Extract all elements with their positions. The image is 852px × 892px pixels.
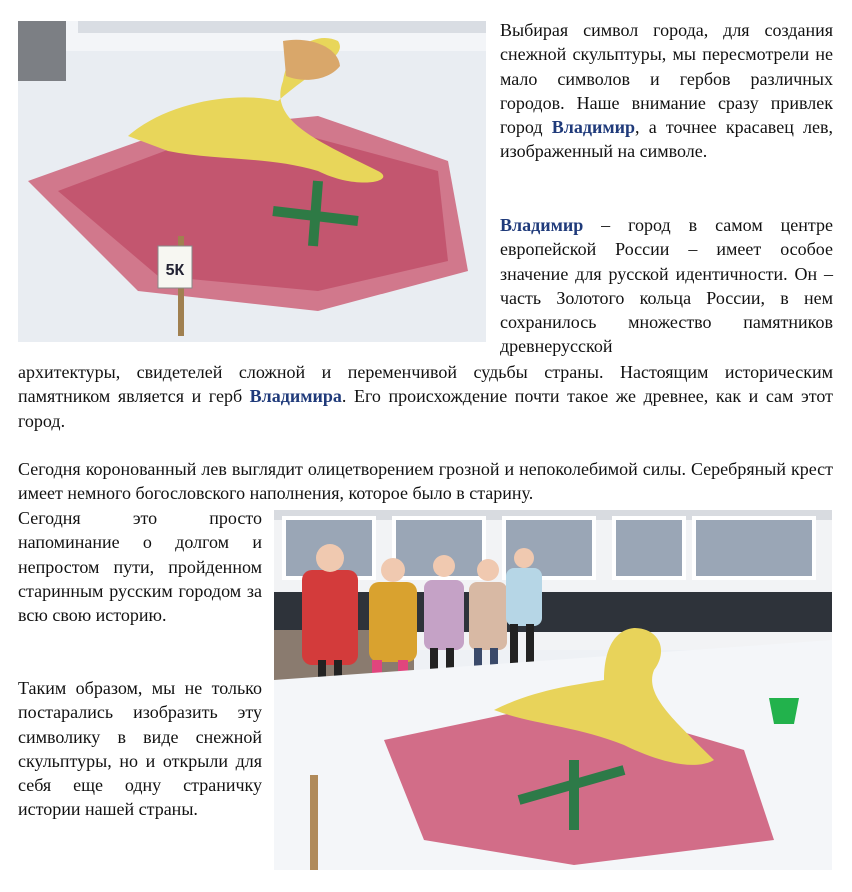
city-name-highlight: Владимира [249, 386, 342, 407]
photo-snow-lion-sculpture [18, 21, 486, 342]
vladimir-paragraph: Владимир – город в самом центре европейской России – имеет особое значение для русской идентичности. Он – часть Золотого кольца России, в нем сохранилось множество памятников древнерусской [500, 215, 833, 357]
intro-paragraph: Выбирая символ города, для создания снежной скульптуры, мы пересмотрели не мало символов и гербов различных городов. Наше внимание сразу привлек город Владимир, а точнее красавец лев, изображенный на символе. [500, 20, 833, 162]
city-name-highlight: Владимир [551, 117, 635, 138]
conclusion-paragraph: Таким образом, мы не только постарались изобразить эту символику в виде снежной скульптуры, но и открыли для себя еще одну страничку истории нашей страны. [18, 678, 262, 820]
photo-children-with-sculpture [274, 510, 832, 870]
sign-label: 5К [165, 262, 185, 279]
crowned-lion-paragraph: Сегодня коронованный лев выглядит олицетворением грозной и непоколебимой силы. Серебряный крест имеет немного богословского наполнения, которое было в старину. [18, 459, 833, 504]
vladimir-paragraph-continued: архитектуры, свидетелей сложной и переменчивой судьбы страны. Настоящим историческим памятником является и герб Владимира. Его происхождение почти такое же древнее, как и сам этот город. [18, 362, 833, 431]
city-name-highlight: Владимир [500, 215, 584, 235]
reminder-paragraph: Сегодня это просто напоминание о долгом и непростом пути, пройденном старинным русским городом за всю свою историю. [18, 508, 262, 626]
